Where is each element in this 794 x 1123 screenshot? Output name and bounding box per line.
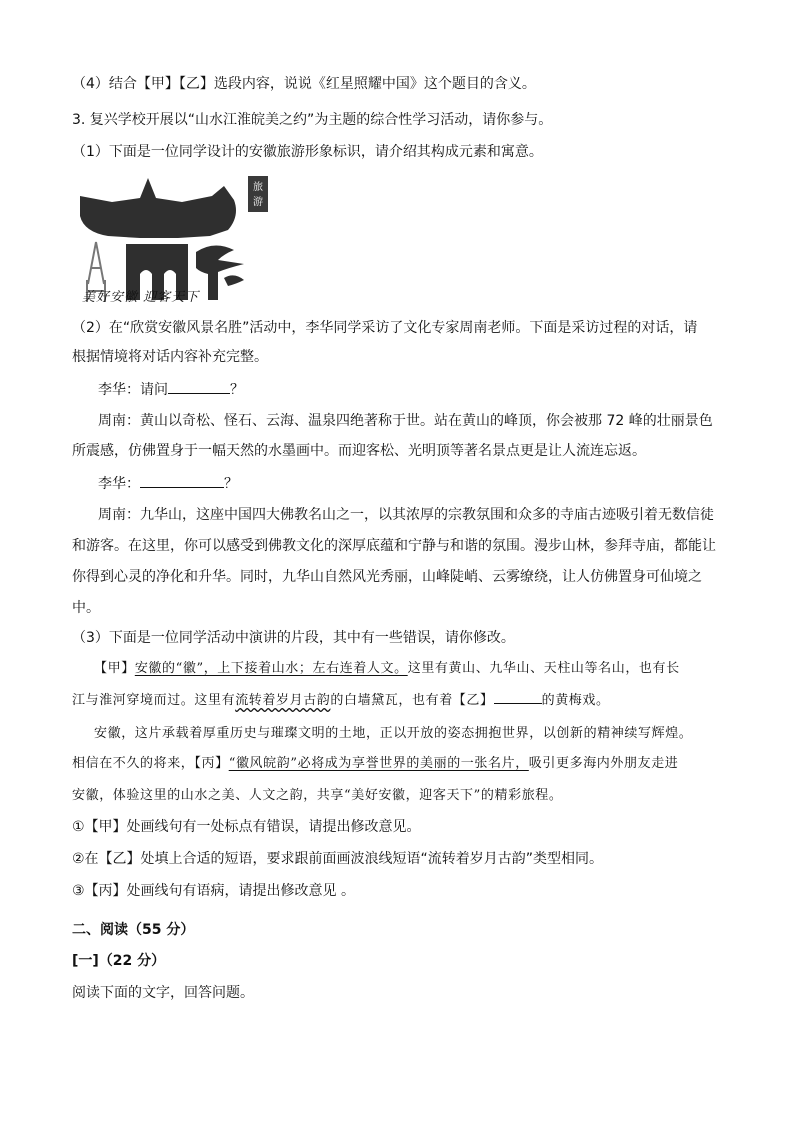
jia-label: 【甲】 <box>94 661 135 676</box>
question-3-3: （3）下面是一位同学活动中演讲的片段，其中有一些错误，请你修改。 <box>72 630 515 646</box>
speech-p1-line2-a: 江与淮河穿境而过。这里有 <box>72 693 236 708</box>
dialog-zhounan-1-line1: 周南：黄山以奇松、怪石、云海、温泉四绝著称于世。站在黄山的峰顶，你会被那 72 峰的壮丽景色 <box>98 413 713 429</box>
dialog-lihua-1-prefix: 李华：请问 <box>98 382 168 398</box>
dialog-lihua-1 <box>98 379 724 400</box>
bing-underlined-sentence: “徽风皖韵”必将成为享誉世界的美丽的一张名片， <box>228 756 529 771</box>
dialog-lihua-1-suffix: ？ <box>230 382 244 398</box>
dialog-lihua-2 <box>98 473 724 494</box>
task-2: ②在【乙】处填上合适的短语，要求跟前面画波浪线短语“流转着岁月古韵”类型相同。 <box>72 851 604 867</box>
jia-underlined-sentence: 安徽的“徽”，上下接着山水；左右连着人文。 <box>134 661 408 676</box>
speech-p1-line2-b: 的白墙黛瓦，也有着【乙】 <box>330 693 494 708</box>
speech-p1-rest: 这里有黄山、九华山、天柱山等名山，也有长 <box>407 661 680 676</box>
speech-p2-line2 <box>72 754 724 774</box>
wavy-phrase: 流转着岁月古韵 <box>235 693 331 708</box>
question-4: （4）结合【甲】【乙】选段内容，说说《红星照耀中国》这个题目的含义。 <box>72 76 536 92</box>
speech-p2-line2-b: 吸引更多海内外朋友走进 <box>528 756 679 771</box>
dialog-zhounan-2-line2: 和游客。在这里，你可以感受到佛教文化的深厚底蕴和宁静与和谐的氛围。漫步山林，参拜寺庙，都能让 <box>72 538 716 554</box>
question-3-1: （1）下面是一位同学设计的安徽旅游形象标识，请介绍其构成元素和寓意。 <box>72 144 543 160</box>
question-3-intro: 3. 复兴学校开展以“山水江淮皖美之约”为主题的综合性学习活动，请你参与。 <box>72 112 553 128</box>
speech-p1-line1 <box>94 659 724 679</box>
task-3: ③【丙】处画线句有语病，请提出修改意见 。 <box>72 883 355 899</box>
question-3-2-line1: （2）在“欣赏安徽风景名胜”活动中，李华同学采访了文化专家周南老师。下面是采访过程的对话，请 <box>72 320 698 336</box>
speech-p1-line2-c: 的黄梅戏。 <box>541 693 610 708</box>
dialog-lihua-2-prefix: 李华： <box>98 476 140 492</box>
section-2-heading: 二、阅读（55 分） <box>72 922 195 938</box>
speech-p2-line2-a: 相信在不久的将来，【丙】 <box>72 756 229 771</box>
dialog-zhounan-2-line4: 中。 <box>72 600 100 616</box>
part-1-heading: [一]（22 分） <box>72 953 166 969</box>
yi-answer-blank[interactable] <box>494 689 542 704</box>
answer-blank-2[interactable] <box>140 473 224 488</box>
answer-blank-1[interactable] <box>168 379 230 394</box>
dialog-zhounan-1-line2: 所震感，仿佛置身于一幅天然的水墨画中。而迎客松、光明顶等著名景点更是让人流连忘返。 <box>72 443 646 459</box>
dialog-lihua-2-suffix: ？ <box>224 476 238 492</box>
logo-slogan: 美好安徽 迎客天下 <box>82 290 200 305</box>
reading-instruction: 阅读下面的文字，回答问题。 <box>72 985 254 1001</box>
logo-side-label-2: 游 <box>253 197 263 208</box>
task-1: ①【甲】处画线句有一处标点有错误，请提出修改意见。 <box>72 819 421 835</box>
dialog-zhounan-2-line3: 你得到心灵的净化和升华。同时，九华山自然风光秀丽，山峰陡峭、云雾缭绕，让人仿佛置身可仙境之 <box>72 569 702 585</box>
dialog-zhounan-2-line1: 周南：九华山，这座中国四大佛教名山之一，以其浓厚的宗教氛围和众多的寺庙古迹吸引着无数信徒 <box>98 507 714 523</box>
speech-p2-line3: 安徽，体验这里的山水之美、人文之韵，共享“美好安徽，迎客天下”的精彩旅程。 <box>72 788 563 803</box>
question-3-2-line2: 根据情境将对话内容补充完整。 <box>72 349 268 365</box>
speech-p2-line1: 安徽，这片承载着厚重历史与璀璨文明的土地，正以开放的姿态拥抱世界，以创新的精神续写辉煌。 <box>94 726 693 741</box>
logo-side-label-1: 旅 <box>253 182 263 193</box>
speech-p1-line2 <box>72 689 724 711</box>
